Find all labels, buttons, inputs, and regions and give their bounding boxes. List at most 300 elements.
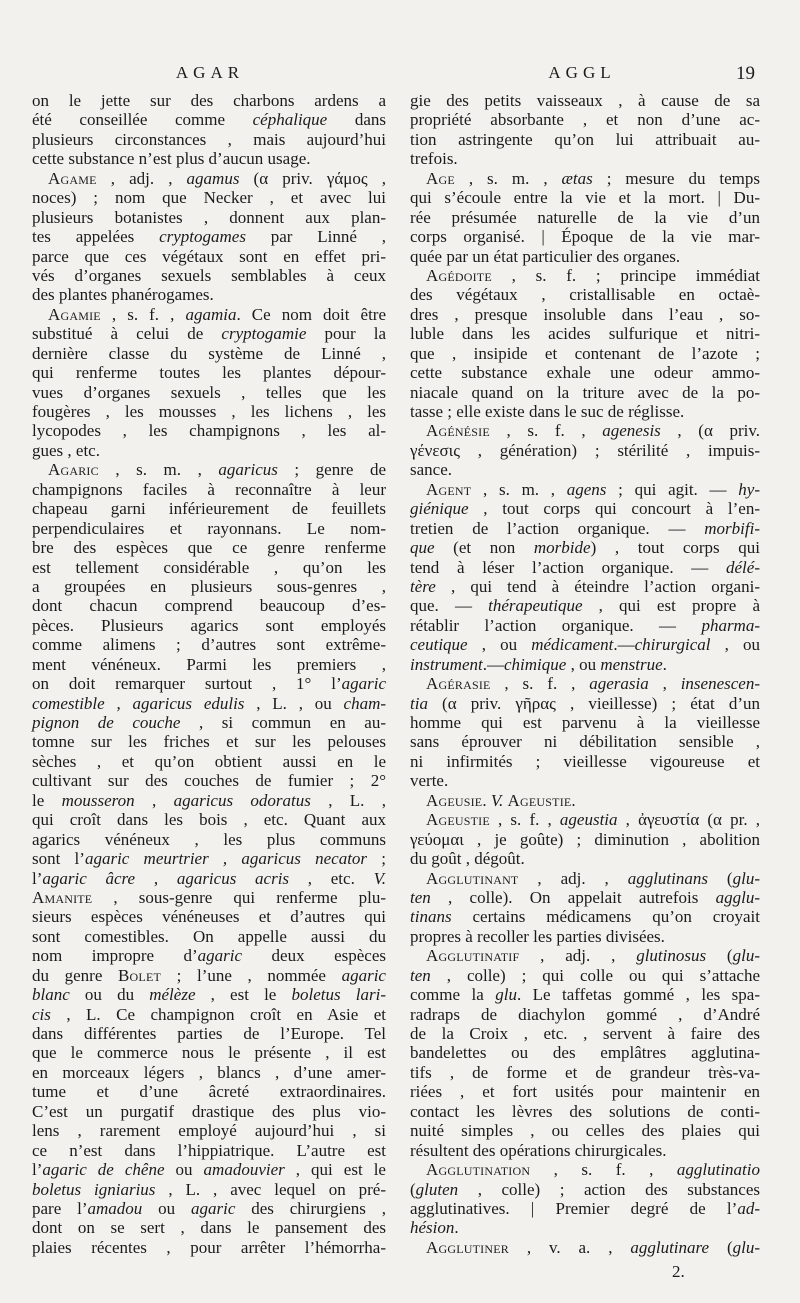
text-line	[32, 1141, 386, 1160]
text-run: sance.	[410, 460, 453, 480]
text-line	[410, 1043, 760, 1062]
text-run: sont l’	[32, 849, 85, 869]
text-run: , colle) ; qui colle ou qui s’attache	[430, 965, 760, 985]
text-run: (	[709, 1237, 733, 1257]
text-line	[32, 1121, 386, 1140]
text-line	[410, 985, 760, 1004]
text-line	[32, 558, 386, 577]
text-line	[32, 1063, 386, 1082]
italic-text: amadou	[87, 1198, 143, 1218]
text-run: ,	[135, 868, 177, 888]
text-run: . Ce nom doit être	[236, 304, 386, 324]
text-run: on doit remarquer surtout , 1° l’	[32, 674, 342, 694]
right-column	[410, 91, 760, 1257]
text-run: du genre	[32, 965, 119, 985]
text-run: , ἀγευστία (α pr. ,	[617, 810, 760, 830]
text-run: bandelettes ou des emplâtres agglutina-	[410, 1043, 760, 1063]
text-line	[32, 1238, 386, 1257]
text-run: deux espèces	[242, 946, 386, 966]
text-line	[410, 91, 760, 110]
text-line	[32, 266, 386, 285]
text-line	[32, 421, 386, 440]
text-line	[410, 305, 760, 324]
text-run: ce n’est dans l’hippiatrique. L’autre est	[32, 1140, 386, 1160]
headword-small-caps: Agglutination	[426, 1160, 531, 1180]
text-run: , ou	[467, 635, 532, 655]
text-run: que le commerce nous le présente , il est	[32, 1043, 386, 1063]
text-run: par Linné ,	[245, 227, 387, 247]
text-run: tifs , de forme et de grandeur très-va-	[410, 1062, 760, 1082]
italic-text: agglutinans	[627, 868, 708, 888]
text-run: , adj. ,	[96, 168, 187, 188]
text-run: ou	[164, 1160, 204, 1180]
text-line	[410, 791, 760, 810]
text-run: fougères , les mousses , les lichens , les	[32, 402, 386, 421]
text-line	[410, 227, 760, 246]
italic-text: tinans	[410, 907, 452, 927]
text-line	[32, 1160, 386, 1179]
text-line	[410, 577, 760, 596]
text-line	[410, 421, 760, 440]
text-run: pare l’	[32, 1198, 88, 1218]
text-line	[410, 188, 760, 207]
text-line	[32, 227, 386, 246]
text-line	[410, 460, 760, 479]
italic-text: agaric de chêne	[42, 1160, 165, 1180]
italic-text: agaricus odoratus	[173, 790, 311, 810]
italic-text: agamus	[186, 168, 240, 188]
text-run: qui s’écoule entre la vie et la mort. | Du-	[410, 188, 760, 208]
text-run: tume et d’une âcreté extraordinaires.	[32, 1082, 386, 1102]
text-run: agglutinatives. | Premier degré de l’	[410, 1198, 738, 1218]
text-line	[410, 1121, 760, 1140]
text-run: perpendiculaires et rayonnans. Le nom-	[32, 518, 386, 538]
text-line	[32, 460, 386, 479]
text-run: (α priv. γῆρας , vieillesse) ; état d’un	[427, 693, 760, 713]
italic-text: ten	[410, 887, 431, 907]
text-run: , sous-genre qui renferme plu-	[92, 887, 386, 907]
dictionary-entry	[410, 169, 760, 266]
dictionary-entry	[410, 480, 760, 674]
italic-text: tère	[410, 576, 436, 596]
italic-text: gluten	[415, 1179, 459, 1199]
italic-text: cryptogamie	[221, 324, 307, 344]
text-line	[32, 713, 386, 732]
text-line	[410, 558, 760, 577]
headword-small-caps: Agglutinatif	[426, 946, 520, 966]
headword-small-caps: Agglutinant	[426, 868, 519, 888]
text-line	[410, 324, 760, 343]
text-run: des végétaux , cristallisable en octaè-	[410, 285, 760, 305]
text-line	[410, 713, 760, 732]
text-run: gie des petits vaisseaux , à cause de sa	[410, 91, 760, 110]
text-line	[410, 674, 760, 693]
text-run: nuité simples , ou celles des plaies qui	[410, 1121, 760, 1141]
text-run: (	[706, 946, 733, 966]
italic-text: hy-	[738, 479, 760, 499]
italic-text: boletus igniarius	[32, 1179, 156, 1199]
text-run: ) , tout corps qui	[590, 538, 761, 558]
dictionary-entry	[410, 421, 760, 479]
text-run: riées , et fort usités pour maintenir en	[410, 1082, 760, 1102]
italic-text: hésion	[410, 1218, 455, 1238]
text-line	[410, 110, 760, 129]
italic-text: glutinosus	[636, 946, 707, 966]
italic-text: ceutique	[410, 635, 468, 655]
text-line	[32, 149, 386, 168]
italic-text: insenescen-	[680, 674, 761, 694]
italic-text: cis	[32, 1004, 51, 1024]
headword-small-caps: Agame	[48, 168, 97, 188]
text-line	[410, 344, 760, 363]
text-run: ; genre de	[277, 460, 386, 480]
text-line	[32, 1199, 386, 1218]
dictionary-entry	[410, 946, 760, 1160]
text-run: certains médicamens qu’on croyait	[451, 907, 760, 927]
dictionary-entry	[410, 791, 760, 810]
text-run: ; l’une , nommée	[161, 965, 342, 985]
text-line	[32, 674, 386, 693]
text-line	[32, 907, 386, 926]
italic-text: agglu-	[715, 887, 760, 907]
italic-text: agens	[566, 479, 607, 499]
italic-text: ætas	[561, 168, 593, 188]
text-line	[410, 130, 760, 149]
text-run: (et non	[434, 538, 534, 558]
text-line	[32, 402, 386, 421]
italic-text: agerasia	[589, 674, 649, 694]
italic-text: instrument	[410, 654, 483, 674]
text-run: sieurs espèces vénéneuses et d’autres qui	[32, 907, 386, 927]
text-run: des chirurgiens ,	[235, 1198, 387, 1218]
text-run: γεύομαι , je goûte) ; diminution , abolition	[410, 829, 760, 849]
text-line	[410, 869, 760, 888]
italic-text: giénique	[410, 499, 469, 519]
italic-text: agaric meurtrier , agaricus necator	[84, 849, 368, 869]
text-run: cette substance n’est plus d’aucun usage.	[32, 149, 311, 169]
text-run: tomne sur les friches et sur les pelouses	[32, 732, 386, 752]
text-run: rée présumée naturelle de la vie d’un	[410, 207, 760, 227]
text-line	[32, 324, 386, 343]
text-line	[32, 966, 386, 985]
text-line	[410, 596, 760, 615]
text-run: C’est un purgatif drastique des plus vio-	[32, 1101, 386, 1121]
text-line	[32, 441, 386, 460]
text-run: , (α priv.	[660, 421, 760, 441]
text-run: , L. , ou	[244, 693, 344, 713]
text-run: sans éprouver ni débilitation sensible ,	[410, 732, 760, 752]
text-line	[410, 1160, 760, 1179]
italic-text: V.	[490, 790, 504, 810]
text-line	[410, 441, 760, 460]
text-run: tretien de l’action organique. —	[410, 518, 705, 538]
headword-small-caps: Agédoite	[426, 265, 492, 285]
text-line	[32, 188, 386, 207]
dictionary-entry	[410, 1238, 760, 1257]
text-run: dont on se sert , dans le pansement des	[32, 1218, 386, 1238]
text-line	[410, 1005, 760, 1024]
text-line	[410, 732, 760, 751]
text-run: des plantes phanérogames.	[32, 285, 214, 305]
italic-text: morbide	[533, 538, 591, 558]
text-run: , qui est le	[284, 1160, 386, 1180]
text-run: ment vénéneux. Parmi les premiers ,	[32, 654, 386, 674]
italic-text: céphalique	[252, 110, 328, 130]
text-run: vés d’organes sexuels semblables à ceux	[32, 265, 386, 285]
text-run: , ou	[566, 654, 601, 674]
text-run: plaies récentes , pour arrêter l’hémorrha-	[32, 1237, 386, 1257]
text-run: , s. f. ,	[530, 1160, 677, 1180]
text-run: dans différentes parties de l’Europe. Tel	[32, 1024, 386, 1043]
italic-text: agaric	[341, 965, 386, 985]
text-run: niacale quand on la triture avec de la po-	[410, 382, 760, 402]
headword-small-caps: Agglutiner	[426, 1237, 509, 1257]
text-line	[410, 363, 760, 382]
headword-small-caps: Age	[426, 168, 455, 188]
text-line	[410, 538, 760, 557]
text-run: (	[410, 1179, 416, 1199]
text-run: , s. f. ,	[100, 304, 186, 324]
printer-signature-mark: 2.	[672, 1262, 685, 1281]
headword-small-caps: Agamie	[48, 304, 101, 324]
italic-text: pharma-	[701, 615, 760, 635]
italic-text: agaric âcre	[42, 868, 136, 888]
text-run: γένεσις , génération) ; stérilité , impuis-	[410, 440, 760, 460]
text-line	[32, 1218, 386, 1237]
text-run: tend à léser l’action organique. —	[410, 557, 727, 577]
text-line	[410, 1238, 760, 1257]
italic-text: tia	[410, 693, 428, 713]
text-line	[410, 169, 760, 188]
text-line	[32, 771, 386, 790]
text-line	[410, 771, 760, 790]
italic-text: chimique	[503, 654, 567, 674]
italic-text: agaric	[190, 1198, 236, 1218]
text-run: rétablir l’action organique. —	[410, 615, 702, 635]
text-run: plusieurs botanistes , donnent aux plan-	[32, 207, 386, 227]
text-line	[410, 1199, 760, 1218]
text-run: propres à recoller les parties divisées.	[410, 926, 665, 946]
italic-text: agaric	[197, 946, 243, 966]
text-line	[32, 305, 386, 324]
continued-text	[32, 91, 386, 169]
text-run: corps organisé. | Époque de la vie mar-	[410, 227, 760, 247]
headword-small-caps: Ageustie	[426, 810, 490, 830]
headword-small-caps: Ageustie	[507, 790, 572, 810]
dictionary-entry	[410, 266, 760, 422]
text-line	[32, 888, 386, 907]
text-line	[410, 1180, 760, 1199]
italic-text: comestible , agaricus edulis	[32, 693, 245, 713]
text-run: dont chacun comprend beaucoup d’es-	[32, 596, 386, 616]
text-run: cultivant sur des couches de fumier ; 2°	[32, 771, 386, 791]
text-run: ou	[142, 1198, 191, 1218]
text-run: .	[454, 1218, 459, 1238]
text-run: quée par un état particulier des organes.	[410, 246, 681, 266]
text-line	[32, 538, 386, 557]
text-run: , s. m. ,	[471, 479, 567, 499]
text-run: propriété absorbante , et non d’une ac-	[410, 110, 760, 130]
running-head-right: AGGL	[548, 63, 616, 82]
text-run: , qui est propre à	[582, 596, 761, 616]
headword-small-caps: Agent	[426, 479, 472, 499]
dictionary-entry	[32, 305, 386, 461]
italic-text: agenesis	[602, 421, 661, 441]
text-run: contact les lèvres des solutions de conti-	[410, 1101, 760, 1121]
text-line	[32, 694, 386, 713]
text-line	[410, 519, 760, 538]
text-line	[410, 285, 760, 304]
text-run: nom impropre d’	[32, 946, 198, 966]
text-run: , adj. ,	[519, 946, 637, 966]
text-run: , ou	[710, 635, 761, 655]
text-line	[32, 285, 386, 304]
text-line	[410, 266, 760, 285]
text-run: .	[662, 654, 667, 674]
text-run: substitué à celui de	[32, 324, 222, 344]
text-run: l’	[32, 1160, 43, 1180]
text-line	[32, 596, 386, 615]
text-run: lycopodes , les champignons , les al-	[32, 421, 386, 441]
text-run: , colle). On appelait autrefois	[430, 887, 716, 907]
text-line	[410, 616, 760, 635]
text-run: en morceaux légers , blancs , d’une amer-	[32, 1062, 386, 1082]
italic-text: agglutinare	[630, 1237, 710, 1257]
italic-text: thérapeutique	[488, 596, 583, 616]
text-run: cette substance exhale une odeur ammo-	[410, 363, 760, 383]
text-run: , L. ,	[310, 790, 387, 810]
text-run: tes appelées	[32, 227, 160, 247]
text-run: sont comestibles. On appelle aussi du	[32, 926, 386, 946]
text-run: pèces. Plusieurs agarics sont employés	[32, 615, 386, 635]
continued-text	[410, 91, 760, 169]
italic-text: morbifi-	[704, 518, 760, 538]
text-line	[32, 480, 386, 499]
text-run: , s. m. ,	[98, 460, 219, 480]
text-line	[410, 383, 760, 402]
italic-text: ad-	[737, 1198, 760, 1218]
text-run: , s. m. ,	[454, 168, 562, 188]
italic-text: glu-	[732, 946, 760, 966]
text-line	[32, 791, 386, 810]
text-line	[32, 1102, 386, 1121]
text-line	[410, 830, 760, 849]
headword-small-caps: Ageusie	[426, 790, 483, 810]
text-run: trefois.	[410, 149, 458, 169]
italic-text: chirurgical	[634, 635, 711, 655]
text-line	[410, 208, 760, 227]
italic-text: agglutinatio	[676, 1160, 760, 1180]
text-run: , qui tend à éteindre l’action organi-	[435, 576, 760, 596]
text-line	[32, 1082, 386, 1101]
italic-text: menstrue	[600, 654, 663, 674]
text-run: tion astringente qu’on lui attribuait au-	[410, 129, 760, 149]
text-line	[410, 247, 760, 266]
text-run: luble dans les acides sulfurique et nitri-	[410, 324, 760, 344]
text-run: le	[32, 790, 62, 810]
dictionary-entry	[410, 1160, 760, 1238]
text-run: résultent des opérations chirurgicales.	[410, 1140, 667, 1160]
text-run: chapeau garni inférieurement de feuillets	[32, 499, 386, 519]
text-line	[410, 655, 760, 674]
text-line	[32, 635, 386, 654]
text-line	[410, 1063, 760, 1082]
text-line	[410, 499, 760, 518]
text-run: ou du	[69, 985, 150, 1005]
text-run: verte.	[410, 771, 449, 791]
text-run: , s. f. ,	[489, 421, 603, 441]
text-run: noces) ; nom que Necker , et avec lui	[32, 188, 386, 208]
italic-text: délé-	[726, 557, 760, 577]
headword-small-caps: Agaric	[48, 460, 99, 480]
text-run: comme la	[410, 985, 496, 1005]
text-run: dernière classe du système de Linné ,	[32, 343, 386, 363]
text-run: , tout corps qui concourt à l’en-	[468, 499, 760, 519]
text-run: on le jette sur des charbons ardens a	[32, 91, 386, 110]
text-run: , est le	[195, 985, 292, 1005]
text-run: agarics vénéneux , les plus communs	[32, 829, 386, 849]
text-line	[410, 849, 760, 868]
italic-text: glu-	[732, 1237, 760, 1257]
text-line	[32, 752, 386, 771]
text-run: du goût , dégoût.	[410, 849, 525, 869]
text-line	[32, 616, 386, 635]
italic-text: pignon de couche	[32, 713, 181, 732]
text-run: , v. a. ,	[508, 1237, 631, 1257]
text-run: lens , rarement employé aujourd’hui , si	[32, 1121, 386, 1141]
text-run: vues d’organes sexuels , telles que les	[32, 382, 386, 402]
italic-text: que	[410, 538, 435, 558]
text-line	[32, 91, 386, 110]
text-line	[32, 946, 386, 965]
text-line	[32, 344, 386, 363]
text-line	[410, 149, 760, 168]
italic-text: blanc	[32, 985, 70, 1005]
italic-text: amadouvier	[203, 1160, 285, 1180]
text-run: , L. , avec lequel on pré-	[155, 1179, 386, 1199]
text-line	[32, 208, 386, 227]
text-run: champignons faciles à reconnaître à leur	[32, 479, 386, 499]
text-line	[32, 1180, 386, 1199]
italic-text: cham-	[343, 693, 387, 713]
text-run: ;	[367, 849, 386, 869]
text-run: l’	[32, 868, 43, 888]
italic-text: mousseron	[61, 790, 135, 810]
text-run: , etc.	[289, 868, 374, 888]
text-run: est tellement considérable , qu’on les	[32, 557, 386, 577]
text-line	[32, 869, 386, 888]
italic-text: glu-	[732, 868, 760, 888]
text-run: .	[571, 790, 576, 810]
dictionary-entry	[410, 869, 760, 947]
text-line	[32, 849, 386, 868]
text-line	[410, 1141, 760, 1160]
text-run: que , insipide et contenant de l’azote ;	[410, 343, 760, 363]
text-run: sèches , et qu’on obtient aussi en le	[32, 751, 386, 771]
text-run: radraps de diachylon gommé , d’André	[410, 1004, 760, 1024]
text-run: .—	[482, 654, 504, 674]
italic-text: cryptogames	[159, 227, 246, 247]
text-line	[32, 519, 386, 538]
text-run: .	[482, 790, 491, 810]
headword-small-caps: Agénésie	[426, 421, 490, 441]
text-run: qui croît dans les bois , etc. Quant aux	[32, 810, 386, 830]
dictionary-entry	[32, 169, 386, 305]
text-line	[410, 907, 760, 926]
text-run: qui renferme toutes les plantes dépour-	[32, 363, 386, 383]
text-run: , si commun en au-	[180, 713, 386, 732]
text-run: .—	[613, 635, 635, 655]
